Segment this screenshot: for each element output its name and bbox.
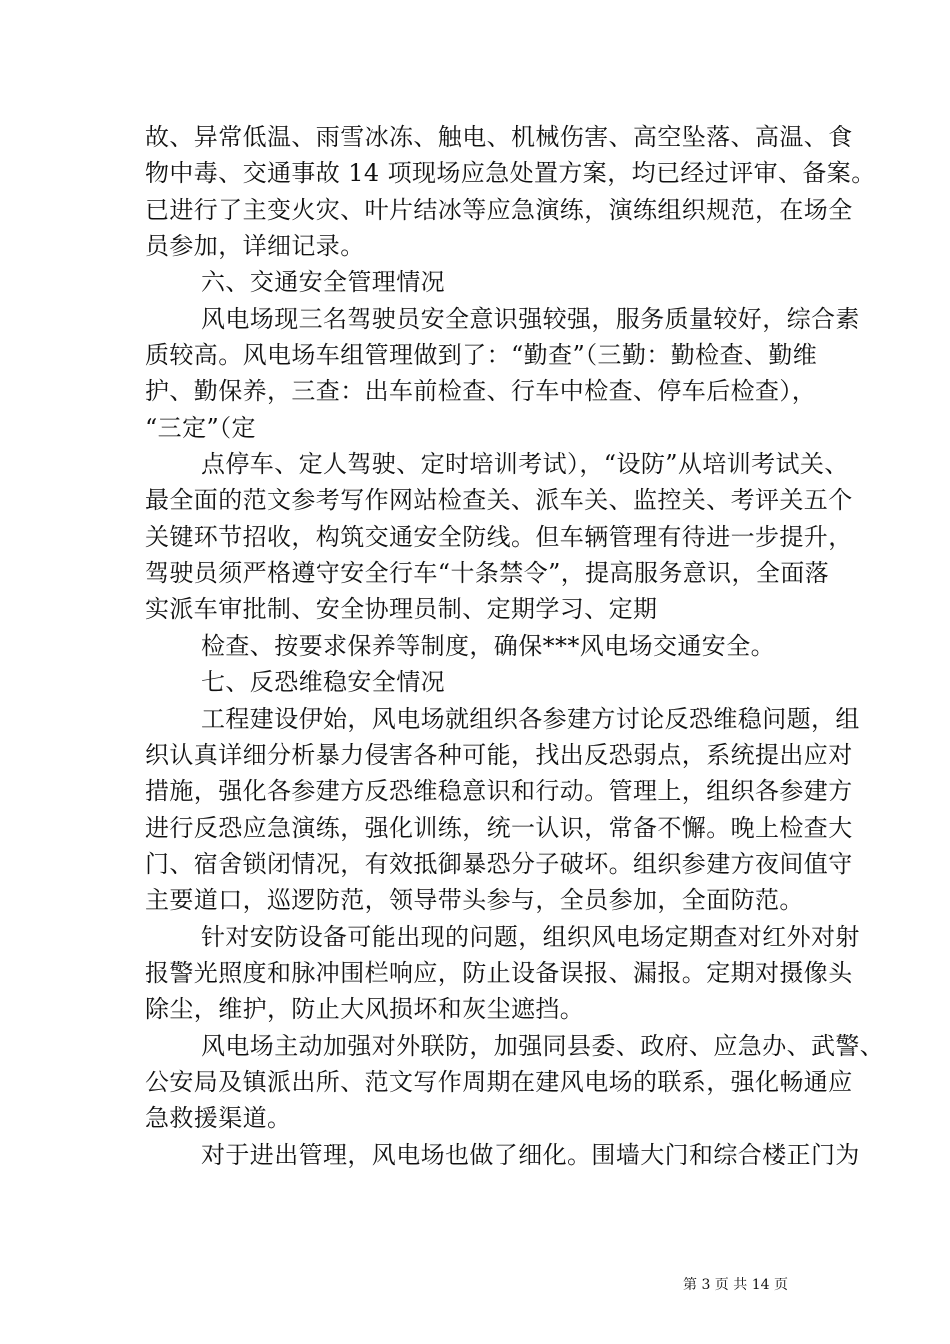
- text-line: 质较高。风电场车组管理做到了：“勤查”（三勤：勤检查、勤维: [145, 341, 818, 369]
- text-line: 主要道口，巡逻防范，领导带头参与，全员参加，全面防范。: [145, 886, 804, 914]
- text-line: 关键环节招收，构筑交通安全防线。但车辆管理有待进一步提升，: [145, 523, 853, 551]
- text-line: 工程建设伊始，风电场就组织各参建方讨论反恐维稳问题，组: [201, 705, 860, 733]
- text-line: 进行反恐应急演练，强化训练，统一认识，常备不懈。晚上检查大: [145, 814, 853, 842]
- text-line: “三定”（定: [145, 414, 256, 442]
- text-line: 除尘，维护，防止大风损坏和灰尘遮挡。: [145, 995, 585, 1023]
- text-line: 护、勤保养，三查：出车前检查、行车中检查、停车后检查），: [145, 377, 817, 405]
- text-line: 员参加，详细记录。: [145, 232, 365, 260]
- page-number-footer: 第 3 页 共 14 页: [683, 1277, 788, 1293]
- text-line: 公安局及镇派出所、范文写作周期在建风电场的联系，强化畅通应: [145, 1068, 853, 1096]
- text-line: 物中毒、交通事故 14 项现场应急处置方案，均已经过评审、备案。: [145, 159, 876, 187]
- text-line: 已进行了主变火灾、叶片结冰等应急演练，演练组织规范，在场全: [145, 196, 853, 224]
- text-line: 最全面的范文参考写作网站检查关、派车关、监控关、考评关五个: [145, 486, 853, 514]
- text-line: 检查、按要求保养等制度，确保***风电场交通安全。: [201, 632, 775, 660]
- text-line: 报警光照度和脉冲围栏响应，防止设备误报、漏报。定期对摄像头: [145, 959, 853, 987]
- text-line: 措施，强化各参建方反恐维稳意识和行动。管理上，组织各参建方: [145, 777, 853, 805]
- text-line: 点停车、定人驾驶、定时培训考试），“设防”从培训考试关、: [201, 450, 849, 478]
- text-line: 针对安防设备可能出现的问题，组织风电场定期查对红外对射: [201, 923, 860, 951]
- text-line: 织认真详细分析暴力侵害各种可能，找出反恐弱点，系统提出应对: [145, 741, 853, 769]
- text-line: 急救援渠道。: [145, 1104, 292, 1132]
- text-line: 实派车审批制、安全协理员制、定期学习、定期: [145, 595, 658, 623]
- section-heading: 六、交通安全管理情况: [201, 268, 445, 296]
- text-line: 故、异常低温、雨雪冰冻、触电、机械伤害、高空坠落、高温、食: [145, 123, 853, 151]
- text-line: 驾驶员须严格遵守安全行车“十条禁令”，提高服务意识，全面落: [145, 559, 830, 587]
- text-line: 门、宿舍锁闭情况，有效抵御暴恐分子破坏。组织参建方夜间值守: [145, 850, 853, 878]
- text-line: 风电场现三名驾驶员安全意识强较强，服务质量较好，综合素: [201, 305, 860, 333]
- section-heading: 七、反恐维稳安全情况: [201, 668, 445, 696]
- text-line: 风电场主动加强对外联防，加强同县委、政府、应急办、武警、: [201, 1032, 885, 1060]
- text-line: 对于进出管理，风电场也做了细化。围墙大门和综合楼正门为: [201, 1141, 860, 1169]
